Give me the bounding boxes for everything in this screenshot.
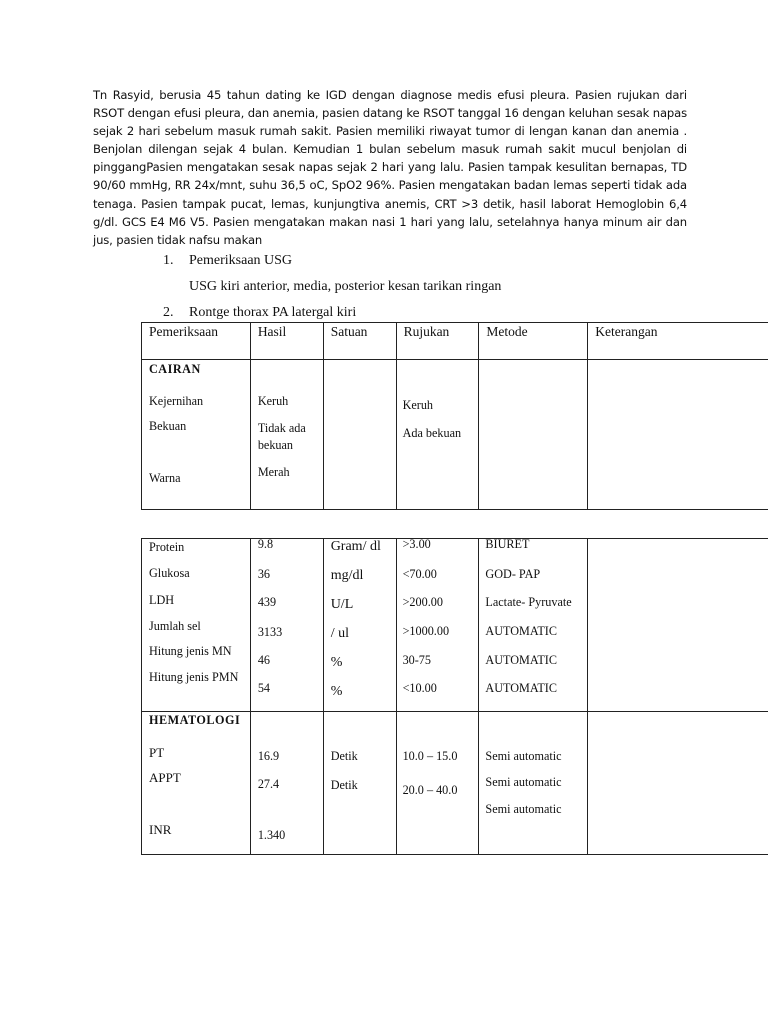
- rujukan-cell: 10.0 – 15.0 20.0 – 40.0: [396, 712, 479, 855]
- section-cairan: CAIRAN: [149, 362, 201, 376]
- keterangan-cell: [588, 712, 768, 855]
- keterangan-cell: [588, 360, 768, 510]
- pemeriksaan-cell: HEMATOLOGI PT APPT INR: [142, 712, 251, 855]
- satuan-cell: Gram/ dl mg/dl U/L / ul % %: [323, 539, 396, 712]
- metode-cell: [479, 360, 588, 510]
- header-metode: Metode: [479, 323, 588, 360]
- keterangan-cell: [588, 539, 768, 712]
- hasil-cell: Keruh Tidak ada bekuan Merah: [250, 360, 323, 510]
- section-hematologi: HEMATOLOGI: [149, 713, 241, 727]
- satuan-cell: [323, 360, 396, 510]
- pemeriksaan-cell: Protein Glukosa LDH Jumlah sel Hitung jenis MN Hitung jenis PMN: [142, 539, 251, 712]
- fluid-exam-table: [141, 322, 768, 510]
- lab-results-table: [141, 538, 768, 855]
- header-satuan: Satuan: [323, 323, 396, 360]
- metode-cell: Semi automatic Semi automatic Semi automatic: [479, 712, 588, 855]
- rujukan-cell: Keruh Ada bekuan: [396, 360, 479, 510]
- header-hasil: Hasil: [250, 323, 323, 360]
- header-pemeriksaan: Pemeriksaan: [142, 323, 251, 360]
- hasil-cell: 9.8 36 439 3133 46 54: [250, 539, 323, 712]
- case-description: Tn Rasyid, berusia 45 tahun dating ke IGD dengan diagnose medis efusi pleura. Pasien rujukan dari RSOT dengan efusi pleura, dan anemia, pasien datang ke RSOT tanggal 16 dengan keluhan sesak napas sejak 2 hari sebelum masuk rumah sakit. Pasien memiliki riwayat tumor di lengan kanan dan anemia . Benjolan dilengan sejak 4 bulan. Kemudian 1 bulan sebelum masuk rumah sakit mucul benjolan di pinggangPasien mengatakan sesak napas sejak 2 hari yang lalu. Pasien tampak kesulitan bernapas, TD 90/60 mmHg, RR 24x/mnt, suhu 36,5 oC, SpO2 96%. Pasien mengatakan badan lemas seperti tidak ada tenaga. Pasien tampak pucat, lemas, kunjungtiva anemis, CRT >3 detik, hasil laborat Hemoglobin 6,4 g/dl. GCS E4 M6 V5. Pasien mengatakan makan nasi 1 hari yang lalu, setelahnya hanya minum air dan jus, pasien tidak nafsu makan: [93, 88, 687, 247]
- header-rujukan: Rujukan: [396, 323, 479, 360]
- hasil-cell: 16.9 27.4 1.340: [250, 712, 323, 855]
- satuan-cell: Detik Detik: [323, 712, 396, 855]
- header-keterangan: Keterangan: [588, 323, 768, 360]
- pemeriksaan-cell: CAIRAN Kejernihan Bekuan Warna: [142, 360, 251, 510]
- rujukan-cell: >3.00 <70.00 >200.00 >1000.00 30-75 <10.00: [396, 539, 479, 712]
- metode-cell: BIURET GOD- PAP Lactate- Pyruvate AUTOMATIC AUTOMATIC AUTOMATIC: [479, 539, 588, 712]
